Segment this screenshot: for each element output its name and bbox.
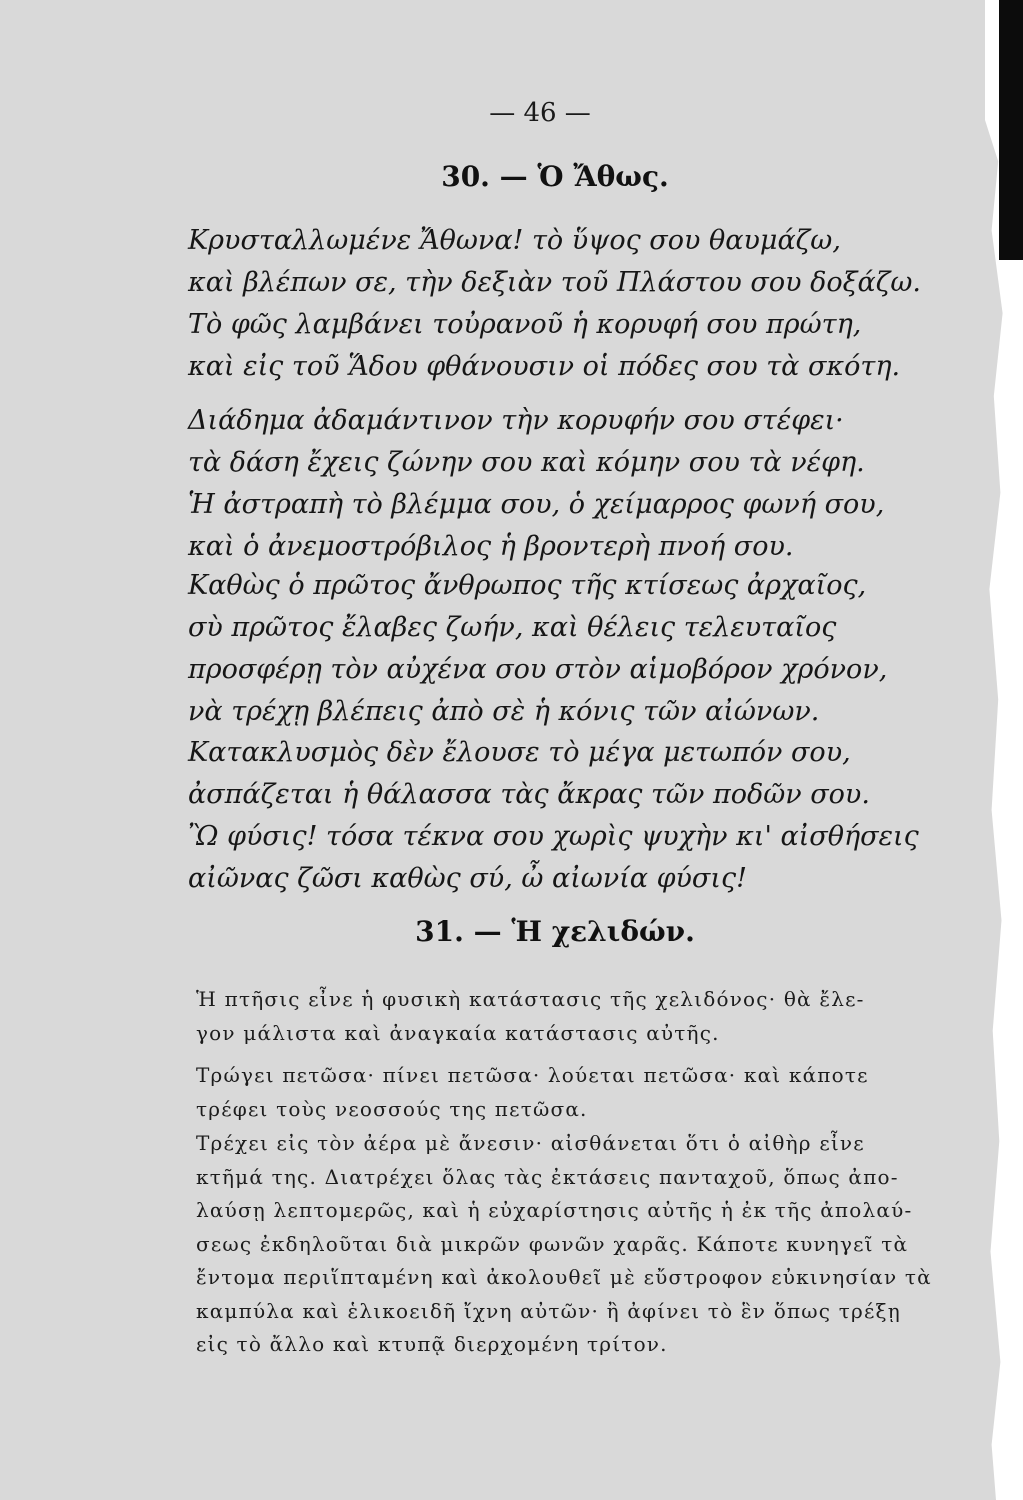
prose-paragraph-1 [196, 983, 936, 1050]
prose-line: Ἡ πτῆσις εἶνε ἡ φυσικὴ κατάστασις τῆς χελιδόνος· θὰ ἔλε- [196, 987, 865, 1011]
prose-line: εἰς τὸ ἄλλο καὶ κτυπᾷ διερχομένη τρίτον. [196, 1332, 668, 1356]
torn-edge-shape [985, 120, 1007, 1500]
prose-paragraph-3 [196, 1127, 936, 1362]
prose-line: λαύσῃ λεπτομερῶς, καὶ ἡ εὐχαρίστησις αὐτῆς ἡ ἐκ τῆς ἀπολαύ- [196, 1198, 913, 1222]
prose-line: καμπύλα καὶ ἑλικοειδῆ ἴχνη αὐτῶν· ἢ ἀφίνει τὸ ἓν ὅπως τρέξῃ [196, 1298, 901, 1323]
poem-line: Ὢ φύσις! τόσα τέκνα σου χωρὶς ψυχὴν κι' αἰσθήσεις [188, 821, 919, 852]
torn-page-edge [985, 0, 1023, 1500]
prose-paragraph-2 [196, 1059, 936, 1126]
poem-line: σὺ πρῶτος ἔλαβες ζωήν, καὶ θέλεις τελευταῖος [188, 612, 837, 643]
poem-line: καὶ βλέπων σε, τὴν δεξιὰν τοῦ Πλάστου σου δοξάζω. [188, 267, 921, 298]
poem-stanza-1 [188, 220, 921, 388]
prose-line: Τρώγει πετῶσα· πίνει πετῶσα· λούεται πετῶσα· καὶ κάποτε [196, 1063, 869, 1087]
prose-line: γον μάλιστα καὶ ἀναγκαία κατάστασις αὐτῆς. [196, 1020, 720, 1045]
poem-line: Ἡ ἀστραπὴ τὸ βλέμμα σου, ὁ χείμαρρος φωνή σου, [188, 489, 885, 520]
poem-line: καὶ εἰς τοῦ Ἅδου φθάνουσιν οἱ πόδες σου τὰ σκότη. [188, 351, 901, 382]
poem-line: Καθὼς ὁ πρῶτος ἄνθρωπος τῆς κτίσεως ἀρχαῖος, [188, 570, 867, 601]
poem-line: Κρυσταλλωμένε Ἄθωνα! τὸ ὕψος σου θαυμάζω, [188, 225, 841, 256]
poem-line: Τὸ φῶς λαμβάνει τοὐρανοῦ ἡ κορυφή σου πρώτη, [188, 309, 862, 340]
poem-line: τὰ δάση ἔχεις ζώνην σου καὶ κόμην σου τὰ νέφη. [188, 447, 865, 478]
poem-line: καὶ ὁ ἀνεμοστρόβιλος ἡ βροντερὴ πνοή σου. [188, 531, 794, 562]
prose-line: τρέφει τοὺς νεοσσούς της πετῶσα. [196, 1096, 588, 1121]
poem-line: Κατακλυσμὸς δὲν ἔλουσε τὸ μέγα μετωπόν σου, [188, 737, 851, 768]
poem-stanza-4 [188, 732, 919, 900]
section-30-title: 30. — Ὁ Ἄθως. [441, 160, 669, 193]
poem-line: ἀσπάζεται ἡ θάλασσα τὰς ἄκρας τῶν ποδῶν σου. [188, 779, 870, 810]
poem-stanza-3 [188, 565, 887, 733]
prose-line: σεως ἐκδηλοῦται διὰ μικρῶν φωνῶν χαρᾶς. Κάποτε κυνηγεῖ τὰ [196, 1231, 909, 1256]
poem-line: νὰ τρέχῃ βλέπεις ἀπὸ σὲ ἡ κόνις τῶν αἰώνων. [188, 696, 820, 727]
section-31-title: 31. — Ἡ χελιδών. [415, 915, 695, 948]
prose-line: κτῆμά της. Διατρέχει ὅλας τὰς ἐκτάσεις πανταχοῦ, ὅπως ἀπο- [196, 1164, 899, 1189]
page-number: — 46 — [489, 98, 591, 128]
poem-stanza-2 [188, 400, 884, 568]
prose-line: ἔντομα περιἵπταμένη καὶ ἀκολουθεῖ μὲ εὔστροφον εὐκινησίαν τὰ [196, 1265, 932, 1289]
prose-line: Τρέχει εἰς τὸν ἀέρα μὲ ἄνεσιν· αἰσθάνεται ὅτι ὁ αἰθὴρ εἶνε [196, 1131, 865, 1155]
poem-line: προσφέρῃ τὸν αὐχένα σου στὸν αἱμοβόρον χρόνον, [188, 654, 888, 685]
poem-line: αἰῶνας ζῶσι καθὼς σύ, ὦ αἰωνία φύσις! [188, 863, 747, 894]
poem-line: Διάδημα ἀδαμάντινον τὴν κορυφήν σου στέφει· [188, 405, 844, 436]
dark-background-corner [999, 0, 1023, 260]
